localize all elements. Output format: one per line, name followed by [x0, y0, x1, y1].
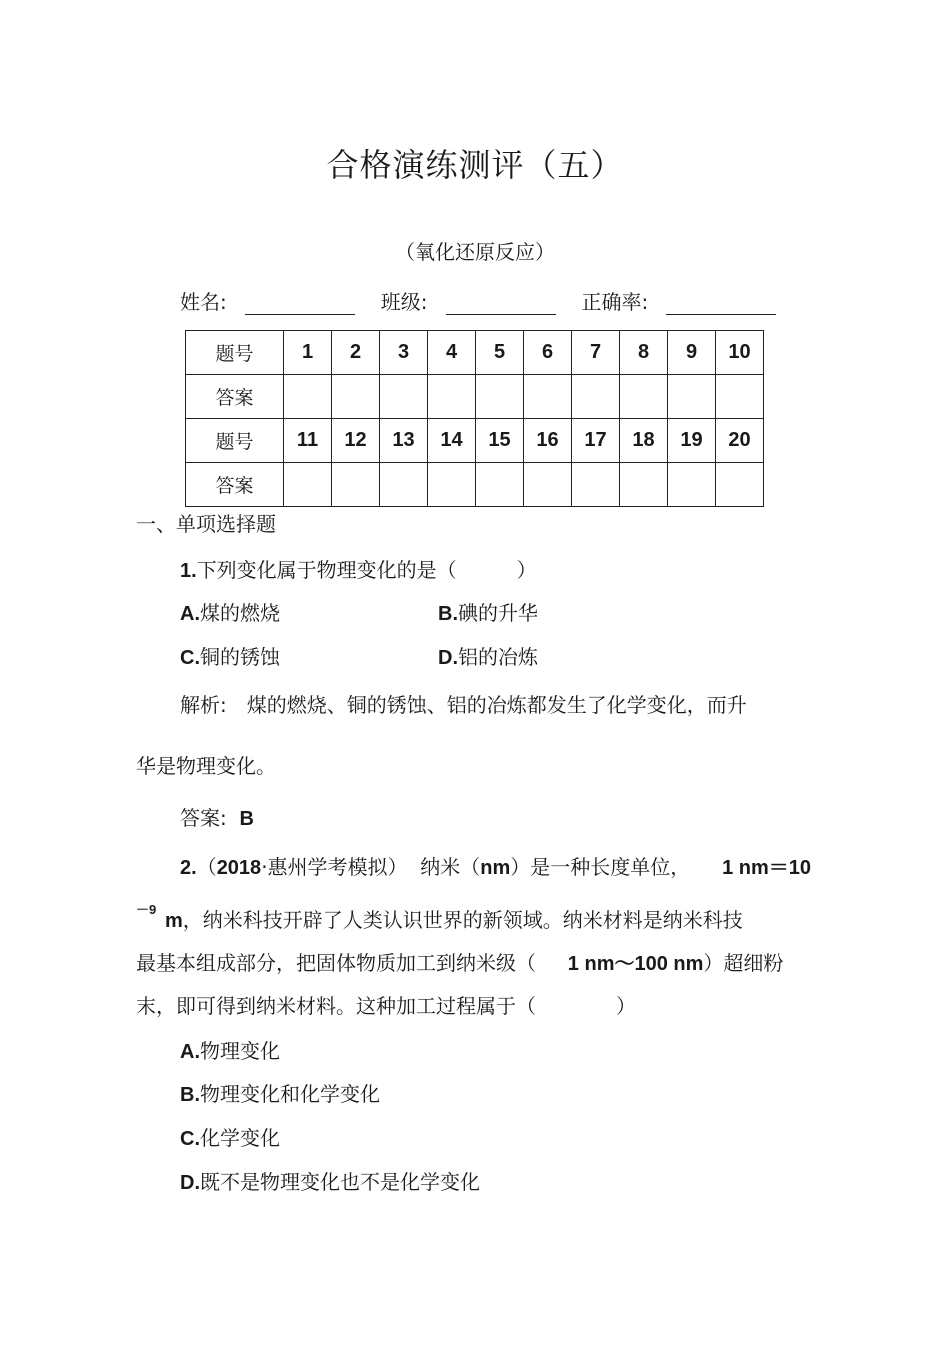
question-number: 7 — [572, 331, 620, 375]
question-2-option-a — [180, 1035, 280, 1064]
answer-label: 答案 — [186, 375, 284, 419]
option-text: 碘的升华 — [458, 601, 538, 625]
question-label: 题号 — [186, 419, 284, 463]
meter-unit: m — [165, 910, 183, 932]
option-text: 既不是物理变化也不是化学变化 — [200, 1170, 480, 1194]
question-1-answer — [180, 802, 254, 831]
question-number: 8 — [620, 331, 668, 375]
question-1-option-d — [438, 641, 538, 670]
answer-cell[interactable] — [380, 463, 428, 507]
answer-cell[interactable] — [284, 463, 332, 507]
answer-cell[interactable] — [572, 375, 620, 419]
answer-cell[interactable] — [428, 463, 476, 507]
option-letter: C. — [180, 647, 200, 669]
stem-line-3-b: ）超细粉 — [703, 951, 784, 975]
question-number: 1 — [284, 331, 332, 375]
question-2-option-b — [180, 1078, 380, 1107]
stem-line-3-a: 最基本组成部分，把固体物质加工到纳米级（ — [136, 951, 536, 975]
answer-cell[interactable] — [668, 375, 716, 419]
question-number: 14 — [428, 419, 476, 463]
question-number: 9 — [668, 331, 716, 375]
question-1-text: 下列变化属于物理变化的是（ ） — [196, 558, 537, 582]
nm-range: 1 nm～100 nm — [567, 953, 704, 975]
exponent: －9 — [136, 902, 157, 917]
nm-unit: nm — [480, 857, 511, 879]
option-text: 铝的冶炼 — [458, 645, 538, 669]
source-open: （ — [196, 855, 217, 879]
question-number-row-2 — [186, 419, 764, 463]
answer-grid — [185, 330, 764, 507]
question-2-option-d — [180, 1166, 480, 1195]
question-2-stem-line-3 — [136, 947, 783, 976]
answer-cell[interactable] — [476, 375, 524, 419]
option-text: 铜的锈蚀 — [200, 645, 280, 669]
question-number: 13 — [380, 419, 428, 463]
stem-part-1: 纳米（ — [420, 855, 481, 879]
source-year: 2018 — [216, 857, 262, 879]
option-text: 化学变化 — [200, 1126, 280, 1150]
question-1-stem — [180, 554, 537, 583]
question-1-option-a — [180, 597, 280, 626]
question-1-analysis-line-1: 解析: 煤的燃烧、铜的锈蚀、铝的冶炼都发生了化学变化，而升 — [180, 693, 747, 717]
question-1-option-c — [180, 641, 280, 670]
option-letter: B. — [180, 1084, 200, 1106]
answer-row-1 — [186, 375, 764, 419]
accuracy-label: 正确率: — [581, 290, 649, 314]
answer-cell[interactable] — [668, 463, 716, 507]
accuracy-blank[interactable] — [666, 292, 776, 315]
answer-cell[interactable] — [716, 463, 764, 507]
answer-cell[interactable] — [620, 375, 668, 419]
answer-cell[interactable] — [524, 463, 572, 507]
option-letter: A. — [180, 603, 200, 625]
question-number: 3 — [380, 331, 428, 375]
question-2-option-c — [180, 1122, 280, 1151]
question-number: 19 — [668, 419, 716, 463]
question-1-number: 1. — [180, 560, 197, 582]
option-letter: D. — [438, 647, 458, 669]
option-text: 物理变化 — [200, 1039, 280, 1063]
question-2-stem-line-2 — [165, 904, 743, 933]
question-1-option-b — [438, 597, 538, 626]
stem-part-2: ）是一种长度单位， — [510, 855, 691, 879]
option-letter: A. — [180, 1041, 200, 1063]
question-number: 15 — [476, 419, 524, 463]
question-number: 18 — [620, 419, 668, 463]
source-text: ·惠州学考模拟） — [261, 855, 408, 879]
answer-cell[interactable] — [428, 375, 476, 419]
question-number: 2 — [332, 331, 380, 375]
class-blank[interactable] — [446, 292, 556, 315]
answer-cell[interactable] — [572, 463, 620, 507]
answer-cell[interactable] — [476, 463, 524, 507]
answer-cell[interactable] — [284, 375, 332, 419]
page-subtitle: （氧化还原反应） — [395, 240, 555, 264]
question-number: 10 — [716, 331, 764, 375]
class-label: 班级: — [380, 290, 428, 314]
question-number-row-1 — [186, 331, 764, 375]
question-number: 6 — [524, 331, 572, 375]
answer-cell[interactable] — [380, 375, 428, 419]
option-letter: B. — [438, 603, 458, 625]
option-text: 煤的燃烧 — [200, 601, 280, 625]
question-number: 16 — [524, 419, 572, 463]
question-number: 4 — [428, 331, 476, 375]
page-title: 合格演练测评（五） — [326, 146, 624, 184]
answer-cell[interactable] — [716, 375, 764, 419]
question-1-analysis-line-2: 华是物理变化。 — [136, 754, 276, 778]
answer-cell[interactable] — [332, 375, 380, 419]
question-number: 11 — [284, 419, 332, 463]
question-label: 题号 — [186, 331, 284, 375]
option-text: 物理变化和化学变化 — [200, 1082, 380, 1106]
question-2-stem-line-4: 末，即可得到纳米材料。这种加工过程属于（ ） — [136, 994, 636, 1018]
question-2-number: 2. — [180, 857, 197, 879]
question-number: 20 — [716, 419, 764, 463]
option-letter: D. — [180, 1172, 200, 1194]
question-number: 5 — [476, 331, 524, 375]
section-title: 一、单项选择题 — [136, 512, 276, 536]
name-blank[interactable] — [245, 292, 355, 315]
option-letter: C. — [180, 1128, 200, 1150]
answer-value: B — [239, 808, 254, 830]
student-info-line — [180, 286, 802, 315]
question-number: 12 — [332, 419, 380, 463]
answer-row-2 — [186, 463, 764, 507]
answer-cell[interactable] — [620, 463, 668, 507]
answer-cell[interactable] — [332, 463, 380, 507]
unit-equation: 1 nm＝10 — [722, 857, 811, 879]
name-label: 姓名: — [180, 290, 227, 314]
answer-cell[interactable] — [524, 375, 572, 419]
stem-part-3: ，纳米科技开辟了人类认识世界的新领域。纳米材料是纳米科技 — [182, 908, 743, 932]
answer-label: 答案: — [180, 806, 227, 830]
question-number: 17 — [572, 419, 620, 463]
question-2-stem-line-1 — [180, 851, 811, 880]
answer-label: 答案 — [186, 463, 284, 507]
